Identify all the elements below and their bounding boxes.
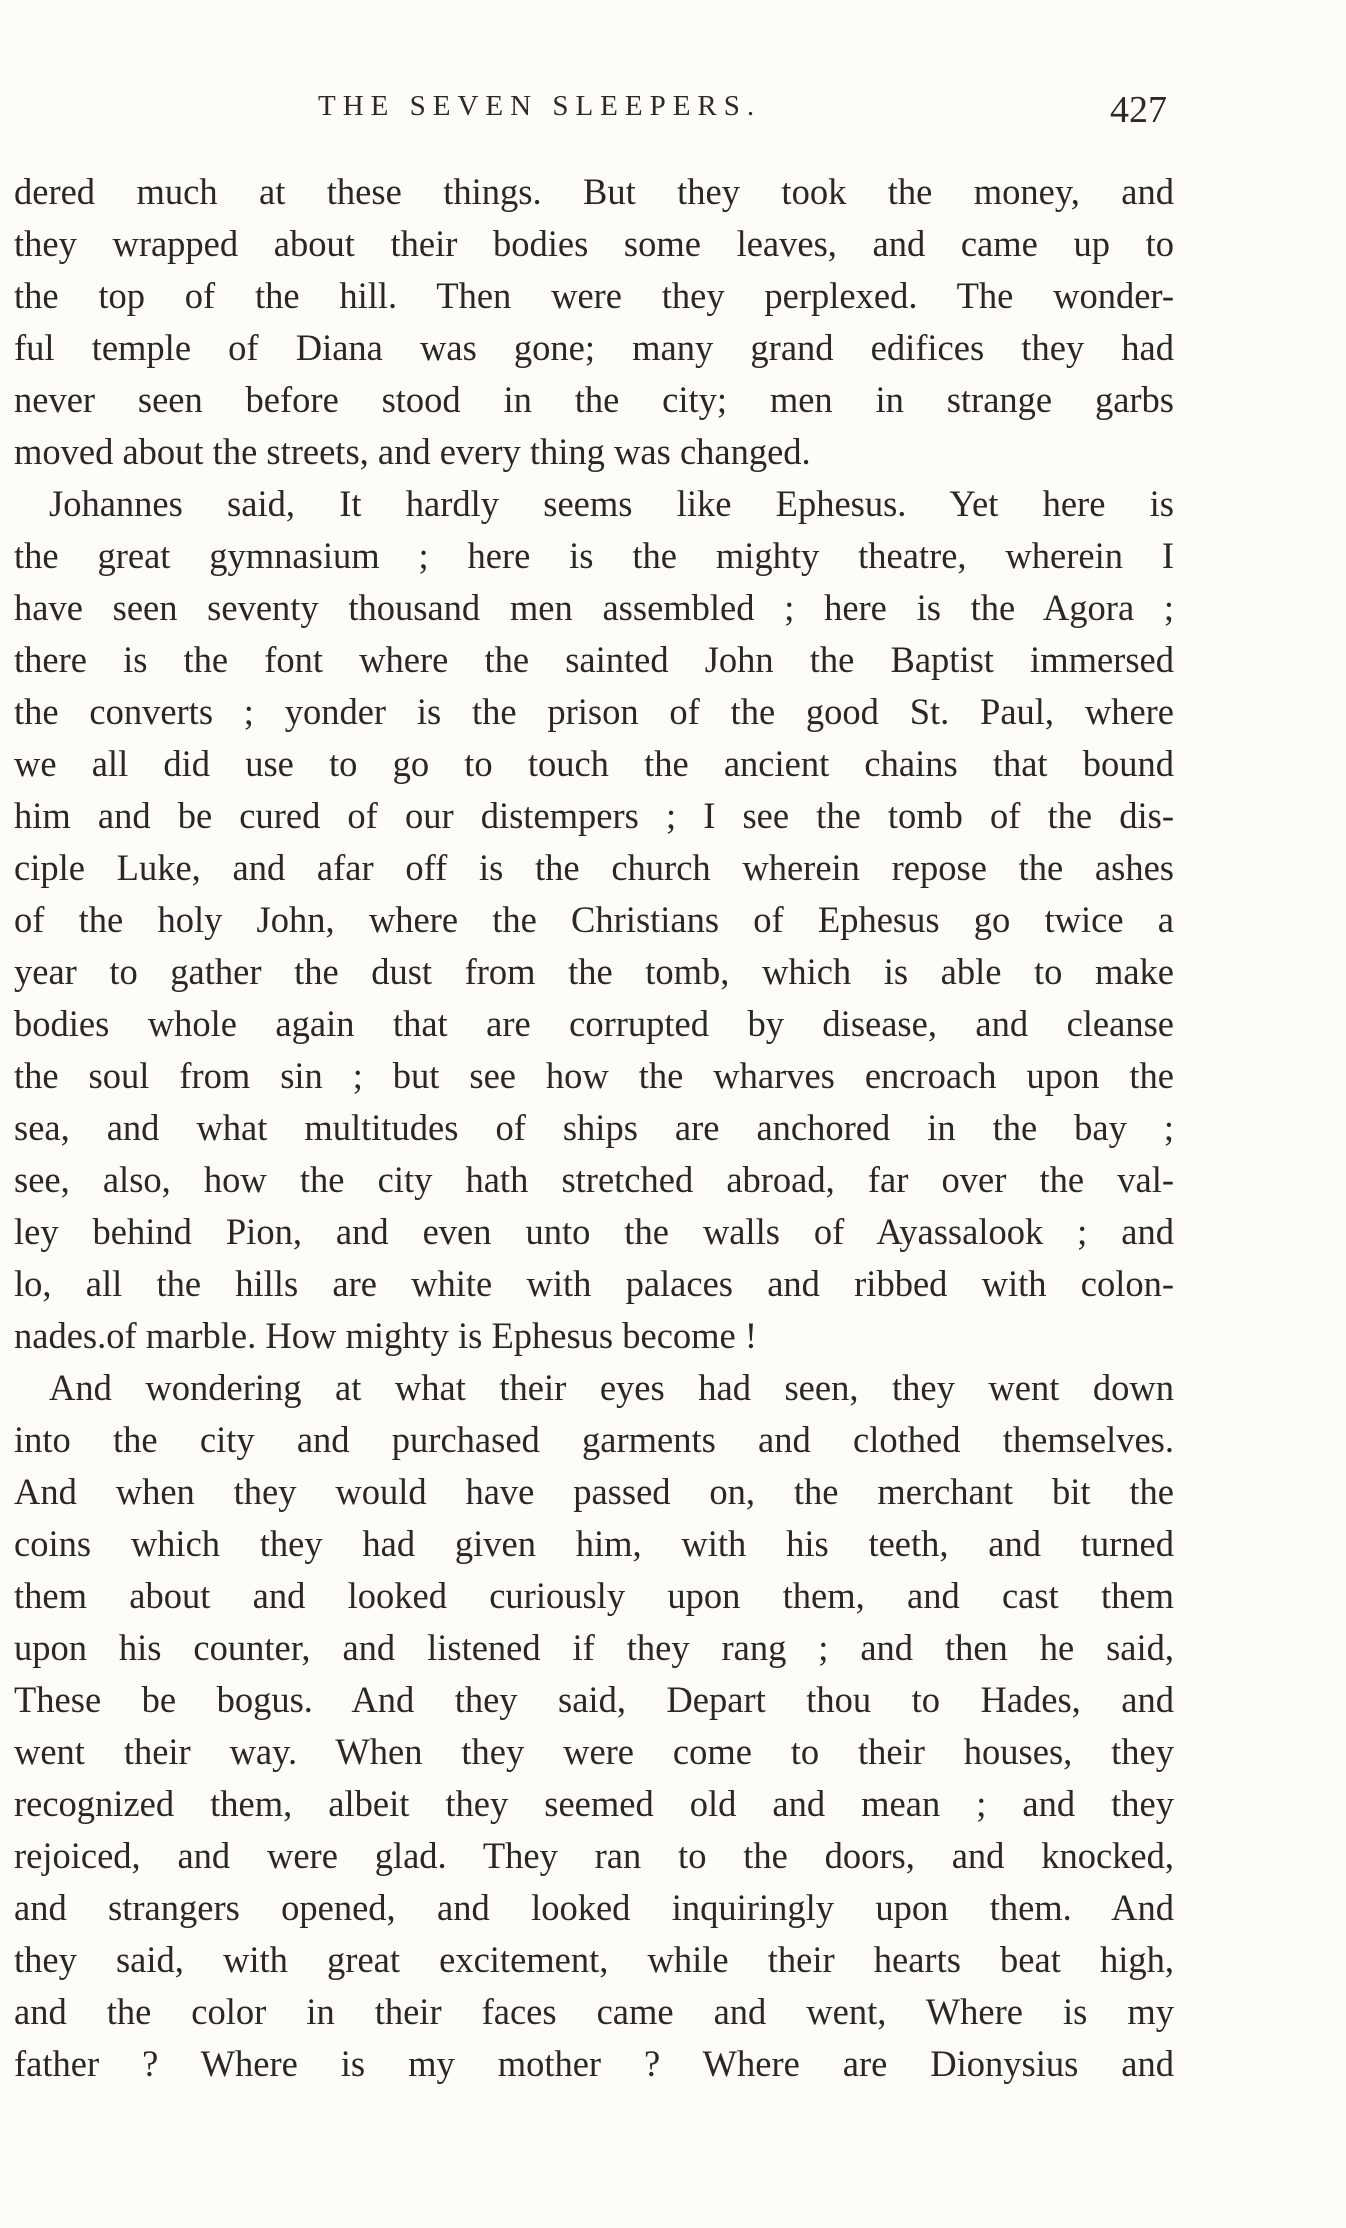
text-line: And when they would have passed on, the merchant bit the [14, 1471, 1174, 1512]
text-line: the converts ; yonder is the prison of the good St. Paul, where [14, 691, 1174, 732]
running-head [0, 90, 1346, 130]
text-line: them about and looked curiously upon them, and cast them [14, 1575, 1174, 1616]
text-line: never seen before stood in the city; men in strange garbs [14, 379, 1174, 420]
text-line: These be bogus. And they said, Depart thou to Hades, and [14, 1679, 1174, 1720]
text-line: father ? Where is my mother ? Where are Dionysius and [14, 2043, 1174, 2084]
text-line: ley behind Pion, and even unto the walls of Ayassalook ; and [14, 1211, 1174, 1252]
text-line: coins which they had given him, with his teeth, and turned [14, 1523, 1174, 1564]
running-title: THE SEVEN SLEEPERS. [318, 90, 762, 122]
text-line: him and be cured of our distempers ; I see the tomb of the dis- [14, 795, 1174, 836]
page-number: 427 [1110, 89, 1167, 131]
text-line: of the holy John, where the Christians of Ephesus go twice a [14, 899, 1174, 940]
text-line: sea, and what multitudes of ships are anchored in the bay ; [14, 1107, 1174, 1148]
text-line: nades.of marble. How mighty is Ephesus become ! [14, 1315, 758, 1356]
text-line: there is the font where the sainted John the Baptist immersed [14, 639, 1174, 680]
text-line: and strangers opened, and looked inquiringly upon them. And [14, 1887, 1174, 1928]
text-line: the great gymnasium ; here is the mighty theatre, wherein I [14, 535, 1174, 576]
text-line: upon his counter, and listened if they rang ; and then he said, [14, 1627, 1174, 1668]
text-line: the soul from sin ; but see how the wharves encroach upon the [14, 1055, 1174, 1096]
text-line: see, also, how the city hath stretched abroad, far over the val- [14, 1159, 1174, 1200]
text-line: moved about the streets, and every thing was changed. [14, 431, 811, 472]
text-line: and the color in their faces came and went, Where is my [14, 1991, 1174, 2032]
text-line: they wrapped about their bodies some leaves, and came up to [14, 223, 1174, 264]
text-line: ful temple of Diana was gone; many grand edifices they had [14, 327, 1174, 368]
text-line: went their way. When they were come to their houses, they [14, 1731, 1174, 1772]
text-line: rejoiced, and were glad. They ran to the doors, and knocked, [14, 1835, 1174, 1876]
text-line: the top of the hill. Then were they perplexed. The wonder- [14, 275, 1174, 316]
text-line: bodies whole again that are corrupted by disease, and cleanse [14, 1003, 1174, 1044]
paragraph-first-line: And wondering at what their eyes had seen, they went down [49, 1367, 1174, 1408]
text-line: ciple Luke, and afar off is the church wherein repose the ashes [14, 847, 1174, 888]
text-line: recognized them, albeit they seemed old and mean ; and they [14, 1783, 1174, 1824]
text-line: have seen seventy thousand men assembled ; here is the Agora ; [14, 587, 1174, 628]
text-line: we all did use to go to touch the ancient chains that bound [14, 743, 1174, 784]
paragraph-first-line: Johannes said, It hardly seems like Ephesus. Yet here is [49, 483, 1174, 524]
text-line: lo, all the hills are white with palaces and ribbed with colon- [14, 1263, 1174, 1304]
text-line: year to gather the dust from the tomb, which is able to make [14, 951, 1174, 992]
text-line: into the city and purchased garments and clothed themselves. [14, 1419, 1174, 1460]
text-line: they said, with great excitement, while their hearts beat high, [14, 1939, 1174, 1980]
text-line: dered much at these things. But they took the money, and [14, 171, 1174, 212]
